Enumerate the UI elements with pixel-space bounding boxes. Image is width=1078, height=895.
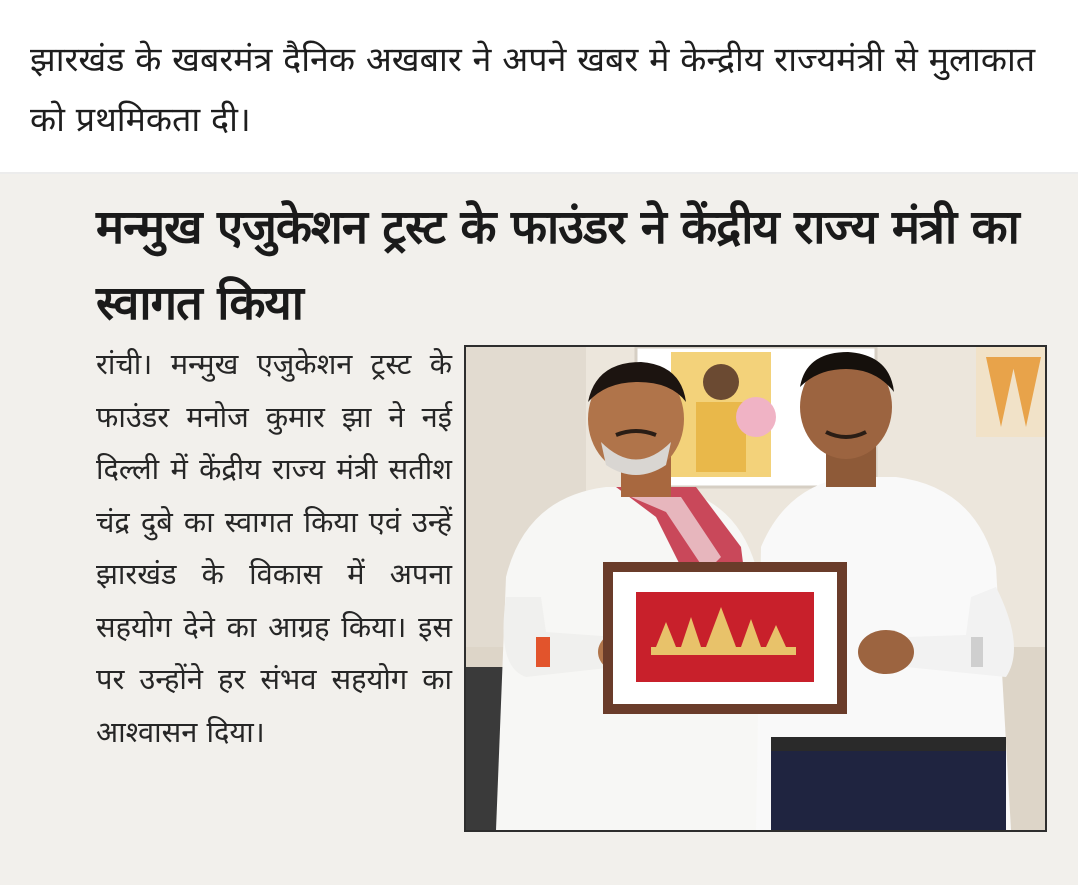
- news-photo: [464, 345, 1047, 832]
- news-photo-illustration: [466, 347, 1045, 830]
- article-headline: मन्मुख एजुकेशन ट्रस्ट के फाउंडर ने केंद्रीय राज्य मंत्री का स्वागत किया: [96, 200, 1019, 331]
- article-body: रांची। मन्मुख एजुकेशन ट्रस्ट के फाउंडर मनोज कुमार झा ने नई दिल्ली में केंद्रीय राज्य मंत्री सतीश चंद्र दुबे का स्वागत किया एवं उन्हें झारखंड के विकास में अपना सहयोग देने का आग्रह किया। इस पर उन्होंने हर संभव सहयोग का आश्वासन दिया।: [96, 347, 452, 749]
- bottom-margin: [0, 885, 1078, 895]
- post-caption: झारखंड के खबरमंत्र दैनिक अखबार ने अपने खबर मे केन्द्रीय राज्यमंत्री से मुलाकात को प्रथमिकता दी।: [30, 40, 1036, 140]
